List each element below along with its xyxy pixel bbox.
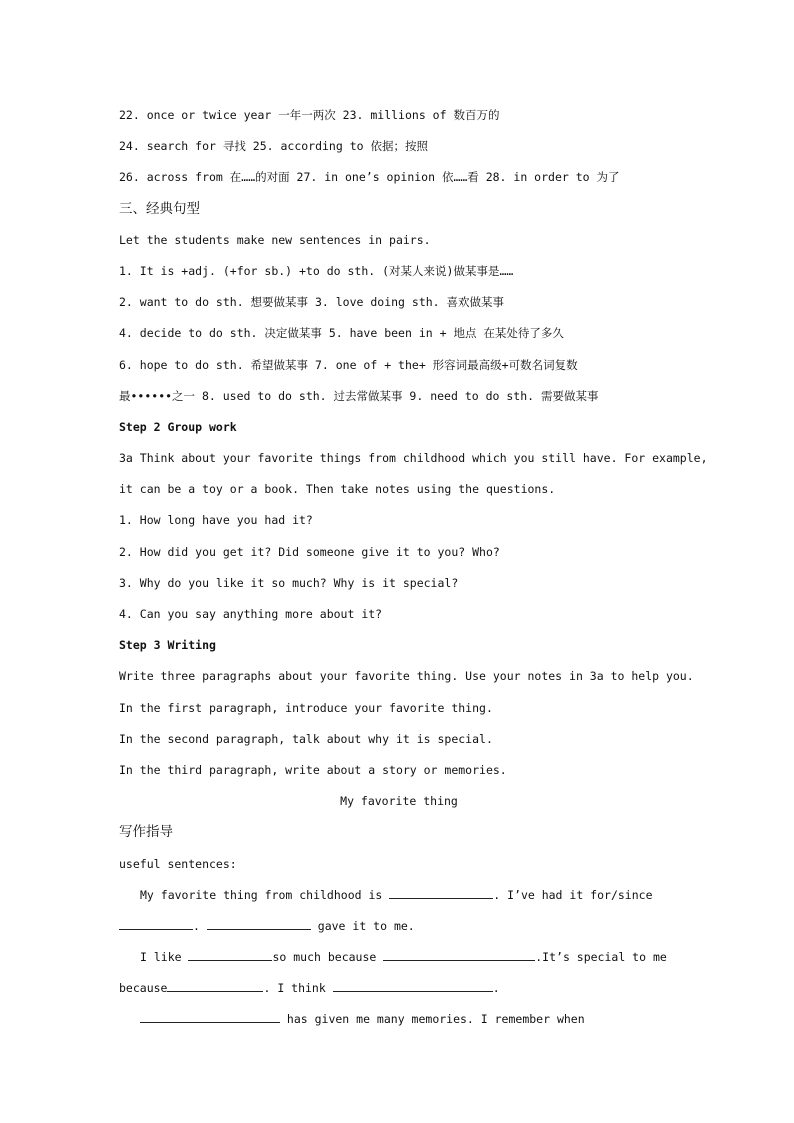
sentence-line-1 [119, 880, 679, 911]
fill-blank[interactable] [383, 948, 535, 961]
fill-blank[interactable] [140, 1010, 280, 1023]
pattern-line: 4. decide to do sth. 决定做某事 5. have been in + 地点 在某处待了多久 [119, 326, 564, 341]
step2-instruction: 3a Think about your favorite things from childhood which you still have. For example, [119, 451, 708, 466]
step3-line: Write three paragraphs about your favorite thing. Use your notes in 3a to help you. [119, 669, 694, 684]
question-item: 4. Can you say anything more about it? [119, 607, 383, 621]
section-title: 三、经典句型 [119, 200, 200, 217]
sentence-line-4 [119, 973, 679, 1004]
guide-title: 写作指导 [119, 824, 173, 841]
sentence-text: My favorite thing from childhood is [140, 887, 390, 902]
sentence-line-3 [119, 942, 679, 973]
sentence-text: . I’ve had it for/since [493, 887, 653, 902]
sentence-text: because [119, 981, 168, 996]
fill-blank[interactable] [119, 917, 193, 930]
fill-blank[interactable] [333, 979, 493, 992]
phrase-line-22: 22. once or twice year 一年一两次 23. millions of 数百万的 [119, 108, 500, 122]
pattern-line: 2. want to do sth. 想要做某事 3. love doing sth. 喜欢做某事 [119, 295, 505, 310]
essay-title: My favorite thing [340, 794, 458, 809]
step3-line: In the first paragraph, introduce your favorite thing. [119, 700, 493, 715]
sentence-text: I like [140, 950, 189, 965]
sentence-text: . I think [263, 981, 333, 996]
sentence-line-5 [119, 1004, 679, 1035]
question-item: 1. How long have you had it? [119, 513, 313, 528]
question-item: 3. Why do you like it so much? Why is it special? [119, 575, 459, 590]
sentence-text: has given me many memories. I remember when [280, 1012, 585, 1027]
step2-title: Step 2 Group work [119, 419, 237, 434]
step3-line: In the third paragraph, write about a story or memories. [119, 762, 507, 777]
guide-subtitle: useful sentences: [119, 856, 237, 871]
sentence-text: .It’s special to me [535, 950, 667, 965]
document-page [119, 100, 708, 1036]
pattern-line: 6. hope to do sth. 希望做某事 7. one of + the+ 形容词最高级+可数名词复数 [119, 357, 578, 372]
step3-title: Step 3 Writing [119, 638, 216, 653]
sentence-line-2 [119, 911, 679, 942]
pattern-line: 1. It is +adj. (+for sb.) +to do sth. (对某人来说)做某事是…… [119, 263, 514, 278]
phrase-line-24: 24. search for 寻找 25. according to 依据；按照 [119, 139, 428, 154]
fill-blank[interactable] [207, 917, 311, 930]
fill-blank[interactable] [167, 979, 263, 992]
intro-text: Let the students make new sentences in pairs. [119, 232, 431, 247]
question-item: 2. How did you get it? Did someone give it to you? Who? [119, 544, 500, 559]
sentence-text: . [193, 918, 207, 933]
pattern-line: 最••••••之一 8. used to do sth. 过去常做某事 9. need to do sth. 需要做某事 [119, 388, 599, 403]
sentence-text: so much because [272, 950, 384, 965]
sentence-text: gave it to me. [310, 918, 415, 933]
step2-instruction: it can be a toy or a book. Then take notes using the questions. [119, 482, 556, 497]
step3-line: In the second paragraph, talk about why it is special. [119, 731, 493, 746]
fill-blank[interactable] [389, 886, 493, 899]
fill-blank[interactable] [188, 948, 272, 961]
phrase-line-26: 26. across from 在……的对面 27. in one’s opinion 依……看 28. in order to 为了 [119, 170, 620, 185]
sentence-text: . [492, 981, 500, 996]
